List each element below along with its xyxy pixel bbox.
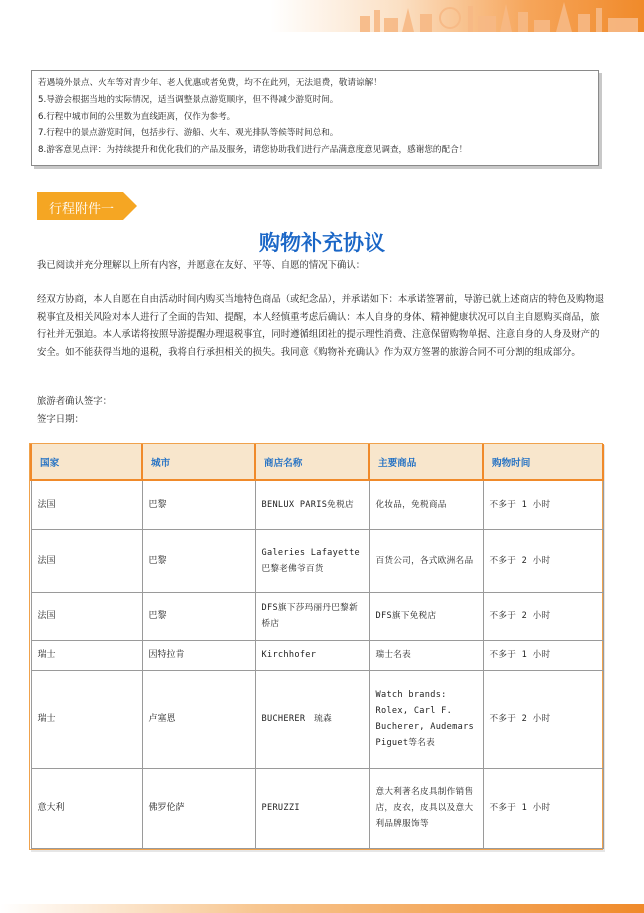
- note-line: 8.游客意见点评：为持续提升和优化我们的产品及服务，请您协助我们进行产品满意度意见调查，感谢您的配合！: [38, 145, 468, 156]
- cell-store: PERUZZI: [255, 768, 369, 848]
- note-line: 5.导游会根据当地的实际情况，适当调整景点游览顺序，但不得减少游览时间。: [38, 94, 339, 105]
- table-row: [31, 768, 603, 848]
- cell-time: 不多于 1 小时: [483, 480, 603, 529]
- cell-city: 巴黎: [142, 592, 255, 640]
- cell-city: 卢塞恩: [142, 670, 255, 768]
- agreement-paragraph: 经双方协商，本人自愿在自由活动时间内购买当地特色商品（或纪念品），并承诺如下：本承诺签署前，导游已就上述商店的特色及购物退税事宜及相关风险对本人进行了全面的告知、提醒，本人经慎重考虑后确认：本人自身的身体、精神健康状况可以自主自愿购买商品，旅行社并无强迫。本人承诺将按照导游提醒办理退税事宜，同时遵循组团社的提示理性消费、注意保留购物单据、注意自身的人身及财产的安全。如不能获得当地的退税，我将自行承担相关的损失。我同意《购物补充确认》作为双方签署的旅游合同不可分割的组成部分。: [37, 294, 605, 358]
- cell-store: Kirchhofer: [255, 640, 369, 670]
- header-store: 商店名称: [255, 444, 369, 480]
- cell-store: DFS旗下莎玛丽丹巴黎新桥店: [255, 592, 369, 640]
- signature-block: [37, 393, 607, 428]
- cell-time: 不多于 2 小时: [483, 592, 603, 640]
- header-goods: 主要商品: [369, 444, 483, 480]
- note-line: 6.行程中城市间的公里数为直线距离，仅作为参考。: [38, 111, 236, 122]
- cell-city: 佛罗伦萨: [142, 768, 255, 848]
- note-line: 若遇境外景点、火车等对青少年、老人优惠或者免费，均不在此列，无法退费，敬请谅解！: [38, 78, 382, 88]
- notes-box: [31, 70, 599, 166]
- cell-time: 不多于 1 小时: [483, 768, 603, 848]
- cell-goods: DFS旗下免税店: [369, 592, 483, 640]
- cell-time: 不多于 2 小时: [483, 529, 603, 592]
- cell-goods: Watch brands: Rolex, Carl F. Bucherer, Audemars Piguet等名表: [369, 670, 483, 768]
- cell-goods: 化妆品，免税商品: [369, 480, 483, 529]
- signature-label: 旅游者确认签字：: [37, 396, 113, 407]
- section-tag-label: 行程附件一: [49, 202, 115, 217]
- note-line: 7.行程中的景点游览时间，包括步行、游船、火车、观光排队等候等时间总和。: [38, 128, 339, 139]
- cell-time: 不多于 1 小时: [483, 640, 603, 670]
- cell-city: 巴黎: [142, 480, 255, 529]
- table-row: [31, 529, 603, 592]
- table-row: [31, 480, 603, 529]
- date-label: 签字日期：: [37, 413, 84, 425]
- table-row: [31, 592, 603, 640]
- cell-country: 意大利: [31, 768, 142, 848]
- section-tag: [37, 192, 137, 220]
- bottom-decor-bar: [0, 904, 644, 913]
- table-row: [31, 670, 603, 768]
- cell-country: 法国: [31, 480, 142, 529]
- cell-goods: 意大利著名皮具制作销售店，皮衣，皮具以及意大利品牌服饰等: [369, 768, 483, 848]
- cell-country: 瑞士: [31, 640, 142, 670]
- header-time: 购物时间: [483, 444, 603, 480]
- cell-country: 法国: [31, 529, 142, 592]
- cell-store: BENLUX PARIS免税店: [255, 480, 369, 529]
- cell-city: 因特拉肯: [142, 640, 255, 670]
- table-row: [31, 640, 603, 670]
- shopping-table: [29, 443, 603, 850]
- table-header-row: [31, 444, 603, 480]
- cell-store: Galeries Lafayette巴黎老佛爷百货: [255, 529, 369, 592]
- cell-goods: 百货公司，各式欧洲名品: [369, 529, 483, 592]
- intro-text: 我已阅读并充分理解以上所有内容，并愿意在友好、平等、自愿的情况下确认：: [37, 260, 366, 271]
- skyline-decoration-icon: [0, 0, 644, 32]
- header-country: 国家: [31, 444, 142, 480]
- cell-time: 不多于 2 小时: [483, 670, 603, 768]
- cell-goods: 瑞士名表: [369, 640, 483, 670]
- cell-country: 法国: [31, 592, 142, 640]
- page-title: 购物补充协议: [259, 231, 385, 255]
- header-city: 城市: [142, 444, 255, 480]
- cell-city: 巴黎: [142, 529, 255, 592]
- top-banner: [0, 0, 644, 32]
- cell-store: BUCHERER 琉森: [255, 670, 369, 768]
- cell-country: 瑞士: [31, 670, 142, 768]
